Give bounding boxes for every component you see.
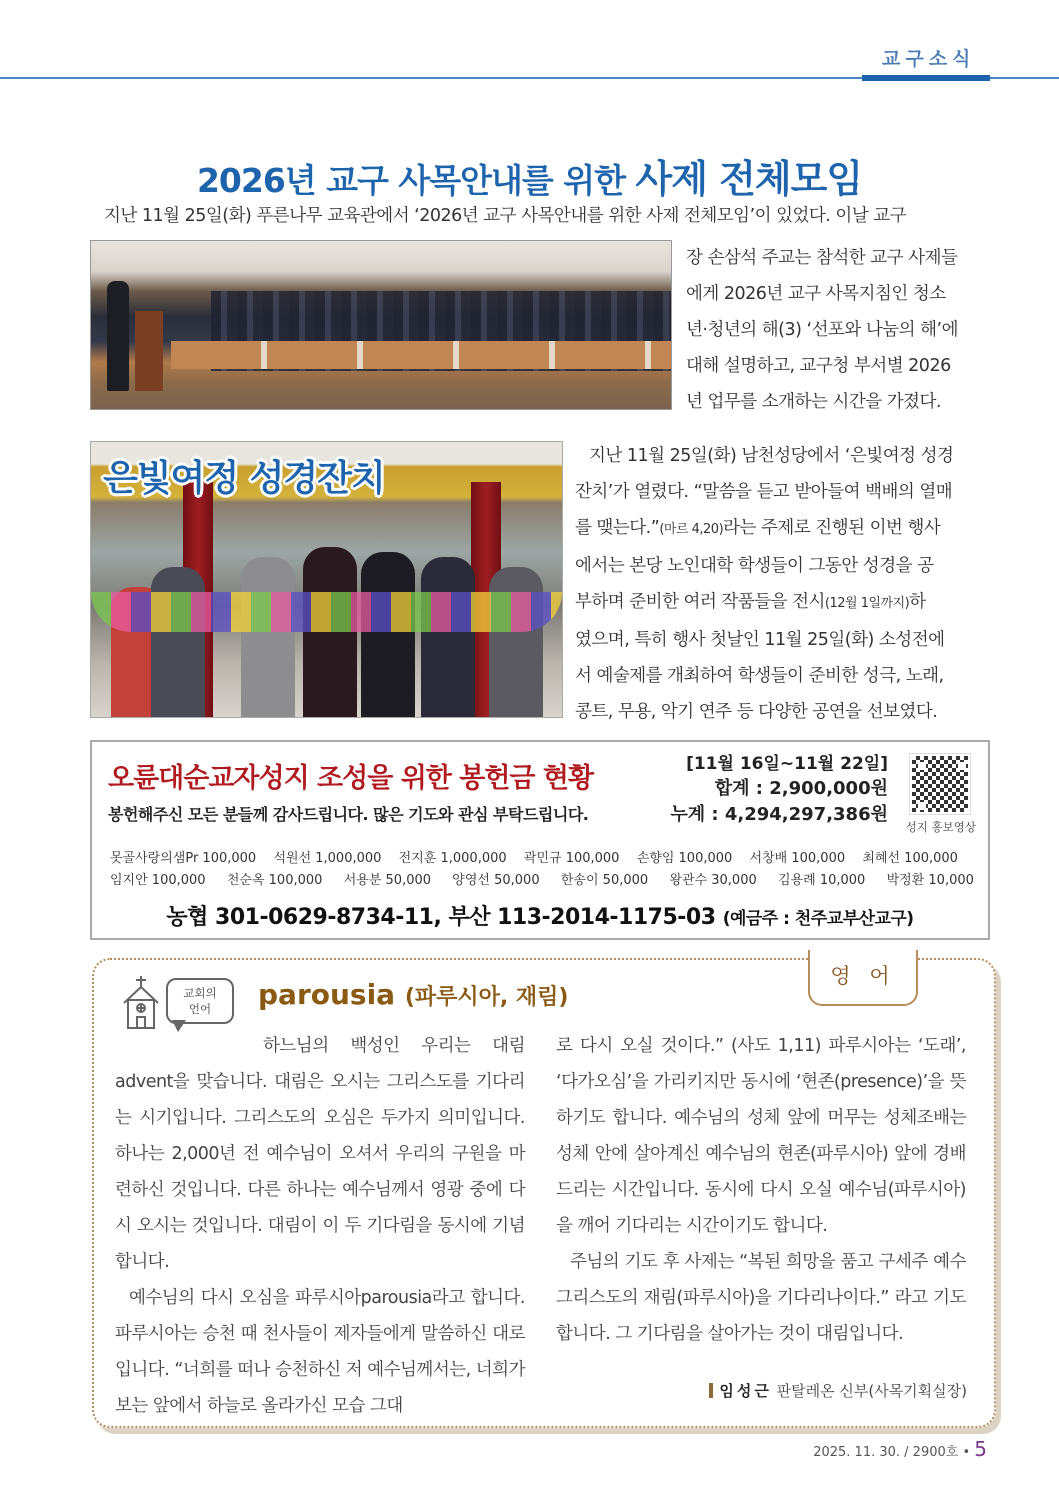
- article2-line: [575, 584, 993, 622]
- donor-item: 왕관수 30,000: [669, 873, 757, 888]
- photo-person: [421, 557, 475, 717]
- article1-title-part2: 사제 전체모임: [635, 157, 863, 201]
- donor-item: 임지안 100,000: [110, 873, 206, 888]
- article2-line: 였으며, 특히 행사 첫날인 11월 25일(화) 소성전에: [575, 630, 945, 650]
- article1-title: [0, 148, 1059, 203]
- photo-person: [151, 567, 205, 717]
- lang-paragraph: 하느님의 백성인 우리는 대림 advent을 맞습니다. 대림은 오시는 그리스도를 기다리는 시기입니다. 그리스도의 오심은 두가지 의미입니다. 하나는 2,000년 전 예수님이 오셔서 우리의 구원을 마련하신 것입니다. 다른 하나는 예수님께서 영광 중에 다시 오시는 것입니다. 대림이 이 두 기다림을 동시에 기념합니다.: [115, 1036, 525, 1272]
- term-korean: (파루시아, 재림): [404, 985, 569, 1010]
- donor-item: 곽민규 100,000: [523, 851, 620, 866]
- bubble-text: 교회의: [183, 986, 217, 1000]
- article2-line: 잔치’가 열렸다. “말씀을 듣고 받아들여 백배의 열매: [575, 482, 953, 502]
- scripture-ref: (마르 4,20): [659, 522, 724, 537]
- donor-list: [110, 848, 980, 892]
- article2-line: 에서는 본당 노인대학 학생들이 그동안 성경을 공: [575, 556, 934, 576]
- article1-line: 년 업무를 소개하는 시간을 가졌다.: [686, 392, 941, 412]
- donation-cumulative: 누계 : 4,294,297,386원: [670, 804, 888, 825]
- author-title: 판탈레온 신부(사목기획실장): [776, 1382, 967, 1400]
- article1-photo: [90, 240, 672, 410]
- photo-podium: [135, 311, 163, 391]
- article1-line: 장 손삼석 주교는 참석한 교구 사제들: [686, 248, 958, 268]
- photo-desks: [171, 341, 671, 369]
- photo-person: [361, 552, 415, 717]
- donor-item: 최혜선 100,000: [862, 851, 958, 866]
- donor-item: 석원선 1,000,000: [273, 851, 382, 866]
- lang-paragraph: 주님의 기도 후 사제는 “복된 희망을 품고 구세주 예수 그리스도의 재림(파루시아)을 기다리나이다.” 라고 기도합니다. 그 기다림을 살아가는 것이 대림입니다.: [556, 1252, 966, 1344]
- author-credit: [709, 1380, 967, 1401]
- date-note: (12월 1일까지): [824, 596, 910, 611]
- speech-bubble: [166, 978, 234, 1024]
- author-name: 임성근: [719, 1382, 772, 1400]
- article2-body: [575, 438, 993, 730]
- article2-photo-title: 은빛여정 성경잔치: [103, 458, 385, 499]
- photo-person: [489, 567, 543, 717]
- article1-title-part1: 2026년 교구 사목안내를 위한: [196, 161, 636, 200]
- lang-paragraph: 예수님의 다시 오심을 파루시아parousia라고 합니다. 파루시아는 승천 때 천사들이 제자들에게 말씀하신 대로입니다. “너희를 떠나 승천하신 저 예수님께서는, 너희가 보는 앞에서 하늘로 올라가신 모습 그대: [115, 1288, 525, 1416]
- photo-speaker: [107, 281, 129, 391]
- text: 부하며 준비한 여러 작품들을 전시: [575, 592, 825, 612]
- donor-item: 양영선 50,000: [452, 873, 540, 888]
- qr-code-icon[interactable]: [910, 754, 970, 814]
- qr-label: 성지 홍보영상: [905, 820, 976, 834]
- lang-paragraph: 로 다시 오실 것이다.” (사도 1,11) 파루시아는 ‘도래’, ‘다가오심’을 가리키지만 동시에 ‘현존(presence)’을 뜻하기도 합니다. 예수님의 성체 앞에 머무는 성체조배는 성체 안에 살아계신 예수님의 현존(파루시아) 앞에 경배드리는 시간입니다. 동시에 다시 오실 예수님(파루시아)을 깨어 기다리는 시간이기도 합니다.: [556, 1036, 966, 1236]
- donation-total: 합계 : 2,900,000원: [714, 778, 888, 799]
- photo-person: [241, 557, 295, 717]
- article2-line: [575, 510, 993, 548]
- donor-item: 김용례 10,000: [778, 873, 866, 888]
- lang-column-left: [115, 1028, 525, 1424]
- donation-period: [11월 16일~11월 22일]: [686, 754, 888, 774]
- article2-line: 콩트, 무용, 악기 연주 등 다양한 공연을 선보였다.: [575, 702, 938, 722]
- article1-line: 년·청년의 해(3) ‘선포와 나눔의 해’에: [686, 320, 958, 340]
- donor-item: 전지훈 1,000,000: [398, 851, 507, 866]
- photo-ribbon: [91, 592, 562, 632]
- article1-body: [686, 240, 996, 420]
- donor-item: 서용분 50,000: [343, 873, 432, 888]
- text: 를 맺는다.”: [575, 518, 660, 538]
- donation-box: [90, 740, 990, 940]
- donor-row: [110, 870, 980, 892]
- article1-lead: 지난 11월 25일(화) 푸른나무 교육관에서 ‘2026년 교구 사목안내를 위한 사제 전체모임’이 있었다. 이날 교구: [104, 206, 907, 226]
- donor-row: [110, 848, 980, 870]
- bubble-text: 언어: [188, 1002, 212, 1016]
- article1-line: 에게 2026년 교구 사목지침인 청소: [686, 284, 946, 304]
- page-footer: [813, 1437, 987, 1461]
- text: 하: [909, 592, 926, 612]
- lang-column-right: [556, 1028, 966, 1352]
- term-english: parousia: [258, 978, 405, 1011]
- donation-subtitle: 봉헌해주신 모든 분들께 감사드립니다. 많은 기도와 관심 부탁드립니다.: [108, 805, 589, 824]
- donor-item: 서창배 100,000: [749, 851, 846, 866]
- article2-line: 지난 11월 25일(화) 남천성당에서 ‘은빛여정 성경: [589, 446, 954, 466]
- category-tab: 영 어: [808, 950, 918, 1006]
- header-accent-bar: [862, 75, 990, 81]
- donation-title: 오륜대순교자성지 조성을 위한 봉헌금 현황: [108, 763, 594, 794]
- article2-photo: [90, 441, 563, 718]
- section-label: 교구소식: [882, 48, 976, 70]
- article1-line: 대해 설명하고, 교구청 부서별 2026: [686, 356, 951, 376]
- account-holder: (예금주 : 천주교부산교구): [722, 909, 914, 929]
- author-bar: [709, 1383, 713, 1398]
- donor-item: 손향임 100,000: [636, 851, 733, 866]
- issue-info: 2025. 11. 30. / 2900호 •: [813, 1445, 975, 1460]
- donor-item: 천순옥 100,000: [226, 873, 323, 888]
- donor-item: 박정환 10,000: [886, 873, 974, 888]
- article2-line: 서 예술제를 개최하여 학생들이 준비한 성극, 노래,: [575, 666, 944, 686]
- page-number: 5: [974, 1437, 987, 1461]
- bank-account: [92, 900, 988, 931]
- photo-person: [303, 547, 357, 717]
- term-title: [258, 978, 568, 1011]
- donor-item: 못골사랑의샘Pr 100,000: [110, 851, 257, 866]
- text: 라는 주제로 진행된 이번 행사: [723, 518, 941, 538]
- church-icon: [116, 975, 166, 1030]
- donation-summary: [670, 752, 888, 828]
- account-numbers: 농협 301-0629-8734-11, 부산 113-2014-1175-03: [166, 905, 723, 930]
- donor-item: 한송이 50,000: [560, 873, 649, 888]
